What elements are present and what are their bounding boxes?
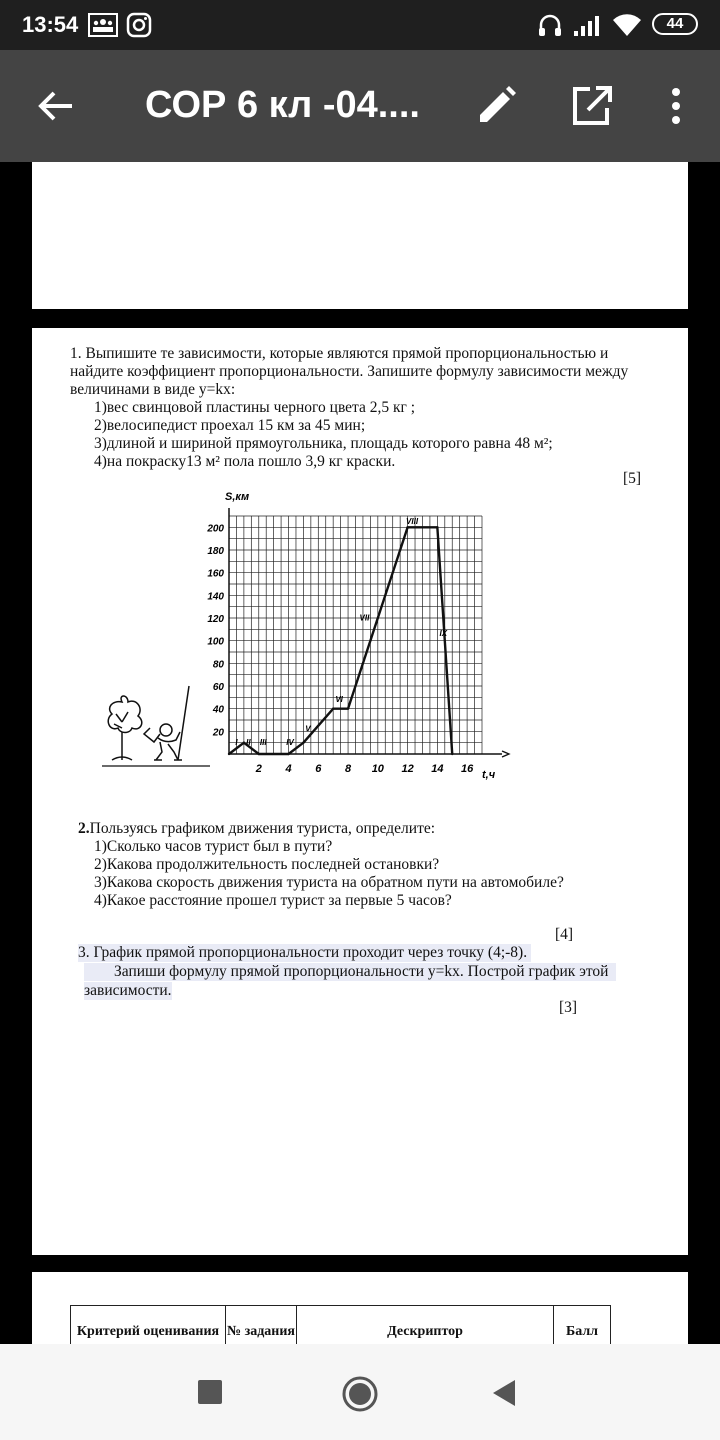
page-main [32, 328, 688, 1255]
data-point [287, 753, 289, 755]
segment-label: VIII [406, 516, 419, 526]
home-button[interactable] [340, 1374, 380, 1414]
x-axis-label: t,ч [482, 769, 496, 781]
page-next [32, 1272, 688, 1344]
y-tick-label: 120 [207, 614, 224, 625]
x-tick-label: 10 [371, 763, 384, 775]
task1-item-3: 3)длиной и шириной прямоугольника, площадь которого равна 48 м²; [94, 435, 553, 452]
more-vert-icon[interactable] [650, 80, 702, 132]
task2-item-1: 1)Сколько часов турист был в пути? [94, 838, 333, 855]
segment-label: VII [359, 613, 370, 623]
task1-item-1: 1)вес свинцовой пластины черного цвета 2,5 кг ; [94, 399, 416, 416]
data-point [347, 707, 349, 709]
x-tick-label: 14 [431, 763, 444, 775]
data-point [228, 753, 230, 755]
header-descriptor: Дескриптор [297, 1306, 554, 1345]
task2-score: [4] [555, 926, 574, 943]
x-tick-label: 4 [285, 763, 292, 775]
header-criterion: Критерий оценивания [71, 1306, 226, 1345]
x-tick-labels [255, 763, 474, 775]
wifi-icon [612, 12, 642, 38]
task3-line-1: 3. График прямой пропорциональности проходит через точку (4;-8). [78, 944, 531, 962]
recent-apps-button[interactable] [196, 1378, 224, 1406]
edit-pencil-icon[interactable] [470, 80, 522, 132]
segment-label: IV [286, 737, 294, 747]
segment-label: III [259, 737, 267, 747]
x-tick-label: 12 [401, 763, 414, 775]
y-tick-label: 40 [212, 704, 224, 716]
data-point [451, 753, 453, 755]
signal-icon [572, 12, 604, 38]
segment-labels [235, 517, 447, 747]
y-tick-label: 20 [212, 727, 224, 739]
y-tick-label: 200 [207, 523, 224, 535]
app-bar [0, 50, 720, 162]
header-score: Балл [554, 1306, 611, 1345]
document-title: СОР 6 кл -04.... [145, 84, 420, 126]
battery-level: 44 [666, 15, 684, 32]
task3-line-3: зависимости. [84, 982, 172, 999]
teams-icon [88, 12, 118, 38]
back-arrow-icon[interactable] [30, 80, 82, 132]
segment-label: VI [335, 694, 343, 704]
task1-item-2: 2)велосипедист проехал 15 км за 45 мин; [94, 417, 366, 434]
x-tick-label: 6 [315, 763, 322, 775]
segment-label: IX [439, 629, 448, 639]
task1-line-1: 1. Выпишите те зависимости, которые являются прямой пропорциональностью и [70, 345, 609, 362]
data-point [406, 526, 408, 528]
header-task-number: № задания [226, 1306, 297, 1345]
task3-line-2: Запиши формулу прямой пропорциональности y=kx. Построй график этой [84, 963, 616, 981]
task1-line-3: величинами в виде y=kx: [70, 381, 236, 398]
document-viewer[interactable] [0, 162, 720, 1344]
y-tick-label: 60 [212, 682, 224, 693]
y-tick-label: 140 [207, 591, 224, 603]
x-tick-label: 2 [255, 763, 262, 775]
navigation-bar [0, 1344, 720, 1440]
tree-illustration [108, 696, 142, 760]
task1-score: [5] [623, 470, 642, 487]
data-point [436, 526, 438, 528]
data-point [302, 741, 304, 743]
hiker-illustration [144, 686, 189, 760]
task1-line-2: найдите коэффициент пропорциональности. Запишите формулу зависимости между [70, 363, 629, 380]
headphones-icon [537, 12, 563, 38]
instagram-icon [126, 12, 152, 38]
page-previous [32, 162, 688, 309]
x-tick-label: 8 [344, 763, 352, 775]
tourist-motion-chart [92, 488, 512, 788]
y-tick-label: 160 [207, 568, 224, 580]
data-point [243, 741, 245, 743]
task1-item-4: 4)на покраску13 м² пола пошло 3,9 кг краски. [94, 453, 396, 470]
task2-item-3: 3)Какова скорость движения туриста на обратном пути на автомобиле? [94, 874, 564, 891]
task3-score: [3] [559, 999, 578, 1016]
task2-item-4: 4)Какое расстояние прошел турист за первые 5 часов? [94, 892, 452, 909]
segment-label: I [235, 737, 238, 747]
x-axis-arrow [502, 751, 509, 757]
y-axis-label: S,км [225, 491, 250, 503]
x-tick-label: 16 [460, 763, 474, 775]
data-point [258, 753, 260, 755]
task2-intro: 2.Пользуясь графиком движения туриста, определите: [78, 820, 436, 837]
y-tick-label: 180 [207, 546, 224, 557]
segment-label: V [305, 724, 311, 734]
back-nav-button[interactable] [490, 1378, 518, 1408]
data-point [332, 707, 334, 709]
segment-label: II [246, 737, 251, 747]
battery-icon [652, 13, 698, 35]
open-external-icon[interactable] [566, 80, 618, 132]
task2-item-2: 2)Какова продолжительность последней остановки? [94, 856, 440, 873]
criteria-table [70, 1305, 611, 1344]
y-tick-label: 80 [212, 659, 224, 671]
status-bar [0, 0, 720, 50]
y-tick-labels [206, 523, 224, 738]
status-time: 13:54 [22, 12, 79, 37]
y-tick-label: 100 [207, 636, 224, 648]
